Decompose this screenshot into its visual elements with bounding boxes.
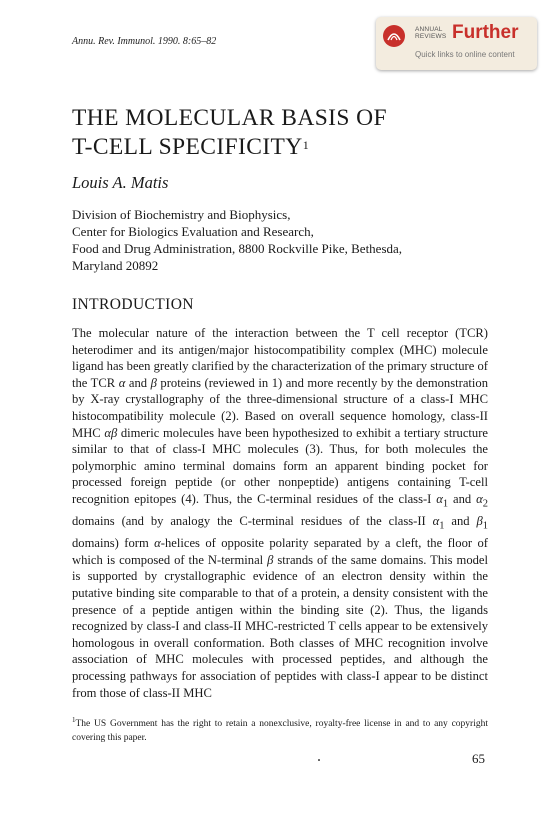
author-name: Louis A. Matis [72,173,169,192]
annual-reviews-wordmark: ANNUAL REVIEWS [415,26,447,40]
annual-reviews-logo-icon [383,25,405,47]
page-number: 65 [472,751,485,766]
footnote [72,713,488,745]
section-heading-introduction: INTRODUCTION [72,296,194,313]
footnote-mark: 1 [72,716,76,724]
title-line-1: THE MOLECULAR BASIS OF [72,105,387,131]
affiliation-line: Food and Drug Administration, 8800 Rockville Pike, Bethesda, [72,241,403,256]
article-title [72,104,387,162]
affiliation-line: Division of Biochemistry and Biophysics, [72,207,291,222]
footnote-text: The US Government has the right to retain a nonexclusive, royalty-free license in and to any copyright covering this paper. [72,719,488,744]
scan-artifact-dot [318,759,320,761]
further-links-badge[interactable] [376,17,537,70]
title-line-2: T-CELL SPECIFICITY [72,134,303,160]
author-affiliation [72,206,402,274]
journal-citation: Annu. Rev. Immunol. 1990. 8:65–82 [72,36,217,47]
further-label: Further [452,22,519,43]
title-footnote-mark: 1 [302,138,310,152]
further-subtitle: Quick links to online content [415,50,515,59]
affiliation-line: Center for Biologics Evaluation and Research, [72,224,314,239]
affiliation-line: Maryland 20892 [72,258,159,273]
introduction-paragraph: The molecular nature of the interaction between the T cell receptor (TCR) heterodimer and its antigen/major histocompatibility complex (MHC) molecule ligand has been greatly clarified by the characterization of the primary structure of the TCR α and β proteins (reviewed in 1) and more recently by the demonstration by X-ray crystallography of the three-dimensional structure of a class-I MHC histocompatibility molecule (2). Based on overall sequence homology, class-II MHC αβ dimeric molecules have been hypothesized to exhibit a tertiary structure similar to that of class-I MHC molecules (3). Thus, for both molecules the polymorphic amino terminal domains form an apparent binding pocket for processed foreign peptide (or other nonpeptide) antigens containing T-cell recognition epitopes (4). Thus, the C-terminal residues of the class-I $\alpha_1$ and $\alpha_2$ domains (and by analogy the C-terminal residues of the class-II $\alpha_1$ and $\beta_1$ domains) form α-helices of opposite polarity separated by a cleft, the floor of which is composed of the N-terminal β strands of the same domains. This model is supported by crystallographic evidence of an electron density within the putative binding site comparable to that of a protein, a density consistent with the presence of a peptide antigen within the binding site (2). Thus, the ligands recognized by class-I and class-II MHC-restricted T cells appear to be extensively homologous in overall conformation. Both classes of MHC recognition involve association of MHC molecules with processed peptides, and although the processing pathways for association of peptides with class-I appear to be distinct from those of class-II MHC [72,326,489,700]
